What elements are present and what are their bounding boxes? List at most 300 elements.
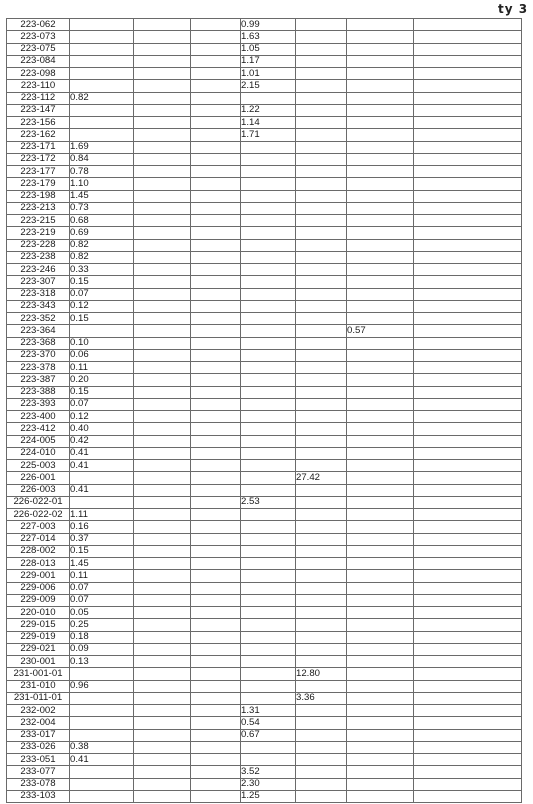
value-cell <box>296 349 347 361</box>
table-row <box>7 288 522 300</box>
table-row <box>7 754 522 766</box>
value-cell: 0.73 <box>70 202 134 214</box>
row-id-cell: 223-378 <box>7 362 70 374</box>
value-cell <box>241 313 296 325</box>
value-cell <box>70 705 134 717</box>
value-cell <box>241 178 296 190</box>
row-id-cell: 223-147 <box>7 104 70 116</box>
value-cell <box>134 631 191 643</box>
value-cell <box>134 141 191 153</box>
value-cell <box>296 717 347 729</box>
value-cell <box>414 117 522 129</box>
table-row <box>7 460 522 472</box>
value-cell <box>70 692 134 704</box>
value-cell <box>296 239 347 251</box>
value-cell <box>414 582 522 594</box>
value-cell <box>414 423 522 435</box>
value-cell <box>347 570 414 582</box>
table-row <box>7 349 522 361</box>
value-cell <box>191 594 241 606</box>
value-cell <box>414 594 522 606</box>
value-cell <box>134 43 191 55</box>
value-cell <box>134 521 191 533</box>
table-row <box>7 239 522 251</box>
row-id-cell: 227-003 <box>7 521 70 533</box>
value-cell <box>191 643 241 655</box>
table-row <box>7 729 522 741</box>
value-cell <box>191 325 241 337</box>
row-id-cell: 223-098 <box>7 68 70 80</box>
value-cell <box>414 68 522 80</box>
value-cell <box>134 251 191 263</box>
value-cell <box>191 680 241 692</box>
value-cell <box>134 300 191 312</box>
value-cell <box>414 178 522 190</box>
value-cell <box>191 227 241 239</box>
row-id-cell: 223-412 <box>7 423 70 435</box>
value-cell <box>296 509 347 521</box>
row-id-cell: 223-228 <box>7 239 70 251</box>
value-cell <box>134 717 191 729</box>
row-id-cell: 223-179 <box>7 178 70 190</box>
value-cell <box>70 717 134 729</box>
value-cell: 0.07 <box>70 582 134 594</box>
value-cell: 1.69 <box>70 141 134 153</box>
value-cell <box>347 521 414 533</box>
row-id-cell: 226-001 <box>7 472 70 484</box>
value-cell <box>191 55 241 67</box>
value-cell <box>191 288 241 300</box>
value-cell <box>191 251 241 263</box>
table-row <box>7 398 522 410</box>
table-row <box>7 411 522 423</box>
value-cell <box>241 92 296 104</box>
value-cell <box>241 288 296 300</box>
value-cell <box>134 31 191 43</box>
value-cell <box>414 754 522 766</box>
value-cell <box>414 43 522 55</box>
table-row <box>7 692 522 704</box>
table-row <box>7 594 522 606</box>
table-row <box>7 790 522 802</box>
value-cell <box>347 594 414 606</box>
value-cell <box>241 141 296 153</box>
value-cell <box>347 607 414 619</box>
value-cell <box>241 447 296 459</box>
value-cell <box>241 215 296 227</box>
value-cell <box>296 153 347 165</box>
row-id-cell: 229-006 <box>7 582 70 594</box>
value-cell <box>191 104 241 116</box>
value-cell: 0.96 <box>70 680 134 692</box>
value-cell <box>241 386 296 398</box>
value-cell: 1.01 <box>241 68 296 80</box>
value-cell <box>134 692 191 704</box>
row-id-cell: 223-172 <box>7 153 70 165</box>
value-cell <box>347 411 414 423</box>
value-cell <box>70 496 134 508</box>
value-cell <box>191 202 241 214</box>
value-cell <box>134 668 191 680</box>
value-cell <box>191 264 241 276</box>
value-cell: 0.20 <box>70 374 134 386</box>
value-cell <box>296 362 347 374</box>
value-cell: 0.12 <box>70 300 134 312</box>
table-row <box>7 31 522 43</box>
value-cell <box>296 533 347 545</box>
value-cell <box>134 153 191 165</box>
row-id-cell: 233-026 <box>7 741 70 753</box>
table-row <box>7 190 522 202</box>
value-cell: 1.22 <box>241 104 296 116</box>
row-id-cell: 223-343 <box>7 300 70 312</box>
row-id-cell: 229-009 <box>7 594 70 606</box>
table-row <box>7 264 522 276</box>
value-cell: 1.25 <box>241 790 296 802</box>
value-cell <box>134 104 191 116</box>
value-cell <box>296 484 347 496</box>
value-cell <box>347 435 414 447</box>
value-cell: 2.53 <box>241 496 296 508</box>
value-cell <box>191 362 241 374</box>
value-cell <box>296 729 347 741</box>
value-cell <box>241 251 296 263</box>
value-cell: 0.13 <box>70 656 134 668</box>
value-cell <box>414 570 522 582</box>
table-row <box>7 717 522 729</box>
table-row <box>7 558 522 570</box>
value-cell <box>241 227 296 239</box>
value-cell <box>296 766 347 778</box>
value-cell <box>414 251 522 263</box>
value-cell <box>296 325 347 337</box>
value-cell <box>296 545 347 557</box>
value-cell <box>241 607 296 619</box>
value-cell <box>241 692 296 704</box>
value-cell <box>241 264 296 276</box>
value-cell <box>414 509 522 521</box>
value-cell <box>134 643 191 655</box>
value-cell <box>296 129 347 141</box>
value-cell: 1.14 <box>241 117 296 129</box>
value-cell <box>191 741 241 753</box>
row-id-cell: 223-238 <box>7 251 70 263</box>
value-cell <box>347 80 414 92</box>
row-id-cell: 231-001-01 <box>7 668 70 680</box>
value-cell: 0.82 <box>70 92 134 104</box>
value-cell <box>70 80 134 92</box>
row-id-cell: 228-002 <box>7 545 70 557</box>
value-cell <box>296 251 347 263</box>
value-cell: 2.15 <box>241 80 296 92</box>
value-cell <box>134 129 191 141</box>
value-cell <box>347 141 414 153</box>
value-cell <box>414 190 522 202</box>
value-cell <box>134 68 191 80</box>
value-cell <box>347 472 414 484</box>
row-id-cell: 223-352 <box>7 313 70 325</box>
row-id-cell: 223-215 <box>7 215 70 227</box>
value-cell <box>70 766 134 778</box>
value-cell <box>296 117 347 129</box>
value-cell <box>241 362 296 374</box>
value-cell <box>414 631 522 643</box>
table-row <box>7 680 522 692</box>
value-cell <box>70 31 134 43</box>
value-cell <box>134 656 191 668</box>
value-cell <box>241 423 296 435</box>
value-cell <box>347 374 414 386</box>
row-id-cell: 229-001 <box>7 570 70 582</box>
value-cell <box>241 582 296 594</box>
value-cell <box>191 521 241 533</box>
value-cell: 0.15 <box>70 386 134 398</box>
value-cell <box>347 215 414 227</box>
value-cell: 0.05 <box>70 607 134 619</box>
table-row <box>7 484 522 496</box>
row-id-cell: 226-022-01 <box>7 496 70 508</box>
row-id-cell: 226-003 <box>7 484 70 496</box>
value-cell <box>191 129 241 141</box>
value-cell: 0.07 <box>70 594 134 606</box>
row-id-cell: 220-010 <box>7 607 70 619</box>
table-row <box>7 607 522 619</box>
value-cell <box>241 190 296 202</box>
value-cell <box>134 117 191 129</box>
value-cell: 1.11 <box>70 509 134 521</box>
table-row <box>7 104 522 116</box>
value-cell <box>414 729 522 741</box>
value-cell <box>414 31 522 43</box>
row-id-cell: 227-014 <box>7 533 70 545</box>
value-cell <box>414 276 522 288</box>
value-cell <box>241 570 296 582</box>
table-row <box>7 643 522 655</box>
value-cell <box>241 239 296 251</box>
value-cell <box>296 570 347 582</box>
value-cell <box>347 705 414 717</box>
value-cell <box>70 778 134 790</box>
value-cell <box>414 362 522 374</box>
value-cell: 1.10 <box>70 178 134 190</box>
table-row <box>7 202 522 214</box>
value-cell <box>191 386 241 398</box>
value-cell <box>414 435 522 447</box>
value-cell <box>191 729 241 741</box>
value-cell <box>296 178 347 190</box>
value-cell <box>414 484 522 496</box>
value-cell: 0.18 <box>70 631 134 643</box>
table-row <box>7 178 522 190</box>
value-cell <box>134 337 191 349</box>
value-cell <box>347 300 414 312</box>
row-id-cell: 228-013 <box>7 558 70 570</box>
value-cell: 0.07 <box>70 398 134 410</box>
value-cell <box>134 239 191 251</box>
table-row <box>7 766 522 778</box>
table-row <box>7 545 522 557</box>
value-cell: 1.31 <box>241 705 296 717</box>
value-cell <box>347 631 414 643</box>
value-cell <box>347 545 414 557</box>
value-cell <box>70 68 134 80</box>
table-row <box>7 570 522 582</box>
table-row <box>7 435 522 447</box>
row-id-cell: 223-393 <box>7 398 70 410</box>
value-cell: 0.11 <box>70 362 134 374</box>
value-cell <box>347 754 414 766</box>
table-row <box>7 362 522 374</box>
value-cell <box>191 656 241 668</box>
value-cell <box>296 790 347 802</box>
value-cell <box>296 215 347 227</box>
value-cell <box>191 166 241 178</box>
value-cell <box>241 741 296 753</box>
value-cell <box>191 533 241 545</box>
row-id-cell: 223-062 <box>7 19 70 31</box>
value-cell: 0.84 <box>70 153 134 165</box>
value-cell: 0.41 <box>70 460 134 472</box>
value-cell <box>414 300 522 312</box>
value-cell <box>414 741 522 753</box>
row-id-cell: 223-400 <box>7 411 70 423</box>
value-cell <box>296 264 347 276</box>
value-cell <box>134 288 191 300</box>
value-cell <box>296 656 347 668</box>
value-cell <box>191 92 241 104</box>
value-cell <box>347 104 414 116</box>
value-cell <box>414 129 522 141</box>
value-cell <box>134 545 191 557</box>
value-cell <box>134 215 191 227</box>
value-cell: 0.99 <box>241 19 296 31</box>
value-cell <box>347 92 414 104</box>
value-cell <box>134 264 191 276</box>
row-id-cell: 233-077 <box>7 766 70 778</box>
value-cell <box>70 43 134 55</box>
value-cell <box>134 80 191 92</box>
value-cell <box>191 435 241 447</box>
value-cell <box>191 153 241 165</box>
value-cell <box>134 607 191 619</box>
value-cell <box>347 313 414 325</box>
row-id-cell: 229-021 <box>7 643 70 655</box>
value-cell <box>414 264 522 276</box>
table-row <box>7 533 522 545</box>
row-id-cell: 223-213 <box>7 202 70 214</box>
value-cell: 1.71 <box>241 129 296 141</box>
value-cell: 1.45 <box>70 558 134 570</box>
value-cell <box>134 362 191 374</box>
value-cell <box>347 582 414 594</box>
row-id-cell: 230-001 <box>7 656 70 668</box>
table-row <box>7 668 522 680</box>
value-cell: 3.36 <box>296 692 347 704</box>
value-cell <box>414 460 522 472</box>
row-id-cell: 223-075 <box>7 43 70 55</box>
value-cell: 0.42 <box>70 435 134 447</box>
row-id-cell: 223-368 <box>7 337 70 349</box>
value-cell <box>296 619 347 631</box>
value-cell <box>70 472 134 484</box>
value-cell <box>296 754 347 766</box>
value-cell <box>414 692 522 704</box>
value-cell <box>241 545 296 557</box>
value-cell <box>347 362 414 374</box>
row-id-cell: 223-084 <box>7 55 70 67</box>
table-row <box>7 741 522 753</box>
value-cell <box>414 778 522 790</box>
value-cell <box>347 509 414 521</box>
value-cell <box>414 447 522 459</box>
value-cell <box>414 337 522 349</box>
value-cell <box>70 19 134 31</box>
value-cell <box>296 398 347 410</box>
value-cell <box>134 790 191 802</box>
value-cell <box>296 43 347 55</box>
value-cell <box>347 680 414 692</box>
value-cell <box>296 288 347 300</box>
table-row <box>7 509 522 521</box>
value-cell: 12.80 <box>296 668 347 680</box>
row-id-cell: 229-015 <box>7 619 70 631</box>
value-cell: 0.68 <box>70 215 134 227</box>
value-cell <box>414 656 522 668</box>
table-row <box>7 582 522 594</box>
value-cell <box>134 325 191 337</box>
row-id-cell: 232-004 <box>7 717 70 729</box>
value-cell <box>414 496 522 508</box>
value-cell <box>241 349 296 361</box>
value-cell <box>191 117 241 129</box>
table-row <box>7 92 522 104</box>
table-row <box>7 227 522 239</box>
value-cell <box>191 337 241 349</box>
value-cell <box>241 680 296 692</box>
value-cell: 1.17 <box>241 55 296 67</box>
value-cell <box>296 447 347 459</box>
value-cell <box>296 594 347 606</box>
page-number-mark: ty 3 <box>498 2 529 16</box>
value-cell <box>296 741 347 753</box>
value-cell <box>296 202 347 214</box>
value-cell <box>296 521 347 533</box>
row-id-cell: 223-110 <box>7 80 70 92</box>
value-cell <box>347 692 414 704</box>
table-row <box>7 117 522 129</box>
value-cell <box>70 129 134 141</box>
table-row <box>7 472 522 484</box>
value-cell: 0.40 <box>70 423 134 435</box>
row-id-cell: 231-011-01 <box>7 692 70 704</box>
value-cell <box>134 19 191 31</box>
value-cell <box>414 215 522 227</box>
table-row <box>7 313 522 325</box>
table-row <box>7 778 522 790</box>
value-cell: 0.15 <box>70 313 134 325</box>
value-cell <box>134 374 191 386</box>
value-cell <box>296 166 347 178</box>
row-id-cell: 224-005 <box>7 435 70 447</box>
value-cell <box>191 68 241 80</box>
value-cell: 0.82 <box>70 251 134 263</box>
value-cell <box>296 337 347 349</box>
value-cell <box>296 423 347 435</box>
value-cell <box>191 484 241 496</box>
value-cell <box>191 619 241 631</box>
table-row <box>7 251 522 263</box>
value-cell <box>347 19 414 31</box>
